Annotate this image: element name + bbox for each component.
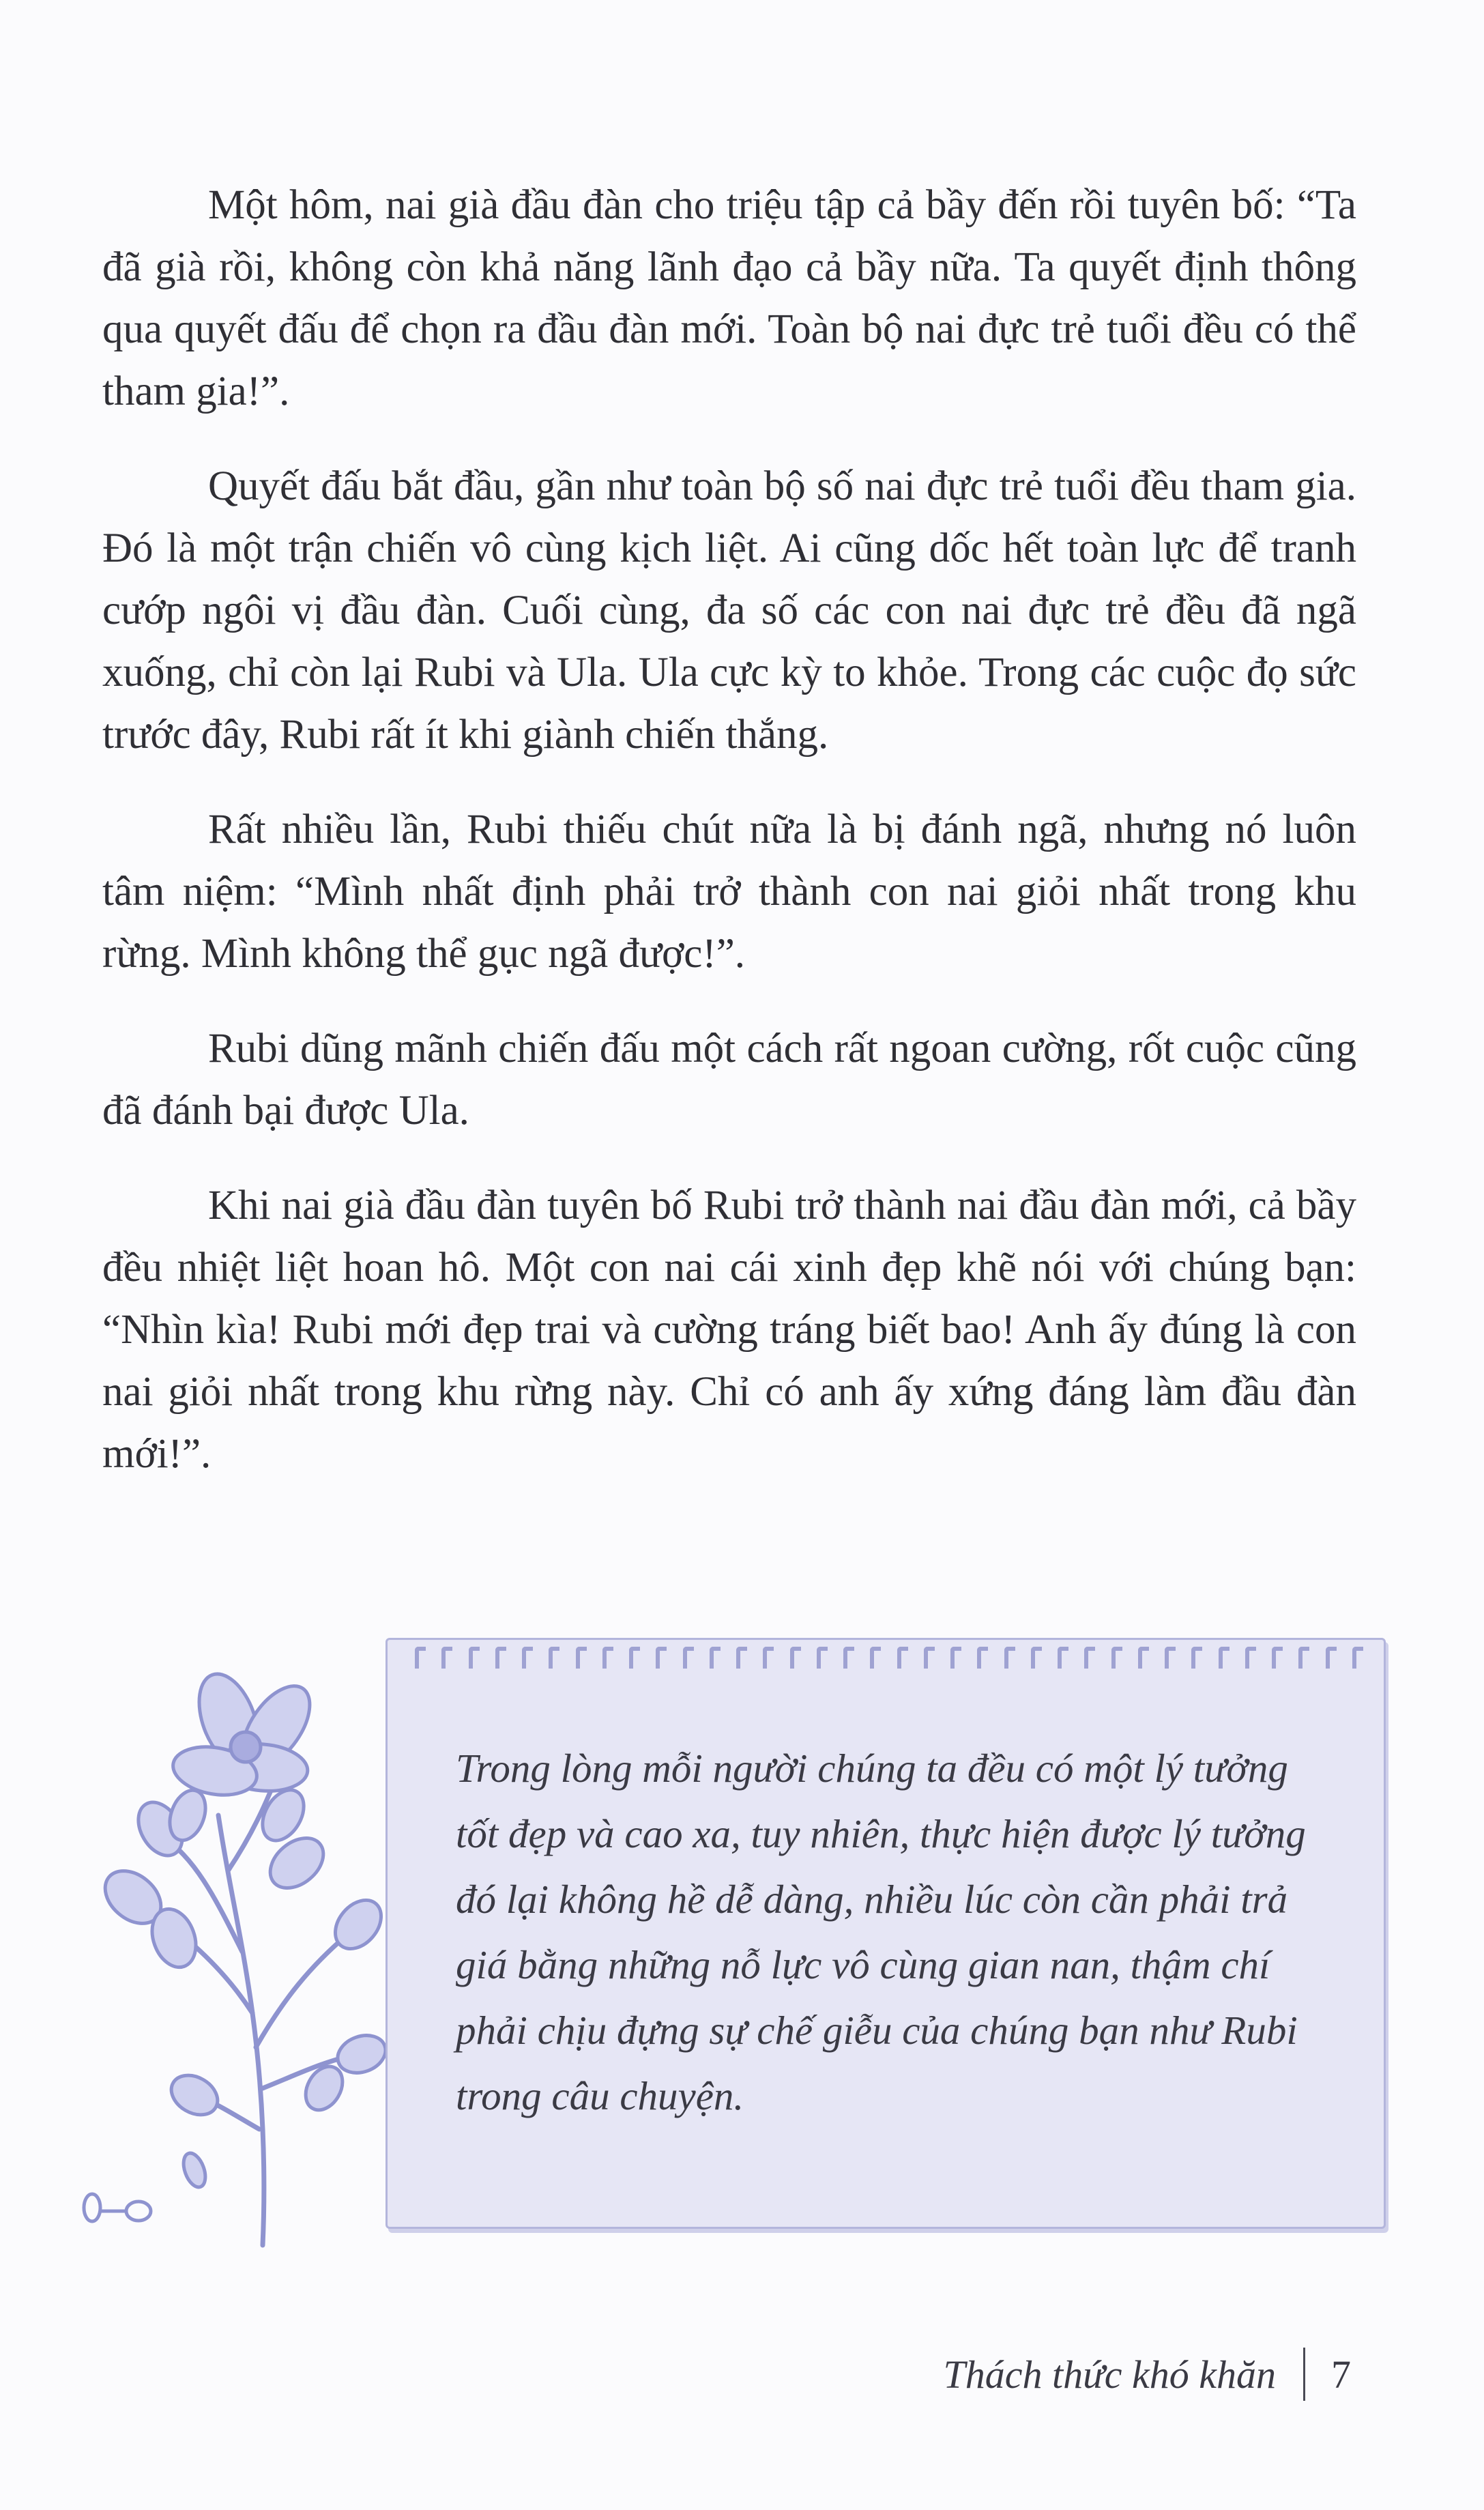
notepad-spiral-tear-icon	[415, 1647, 1363, 1674]
story-text	[102, 174, 1356, 1518]
flower-illustration-icon	[58, 1611, 399, 2252]
moral-note-text: Trong lòng mỗi người chúng ta đều có một lý tưởng tốt đẹp và cao xa, tuy nhiên, thực hiện được lý tưởng đó lại không hề dễ dàng, nhiều lúc còn cần phải trả giá bằng những nỗ lực vô cùng gian nan, thậm chí phải chịu đựng sự chế giễu của chúng bạn như Rubi trong câu chuyện.	[456, 1746, 1306, 2118]
paragraph-5: Khi nai già đầu đàn tuyên bố Rubi trở thành nai đầu đàn mới, cả bầy đều nhiệt liệt hoan hô. Một con nai cái xinh đẹp khẽ nói với chúng bạn: “Nhìn kìa! Rubi mới đẹp trai và cường tráng biết bao! Anh ấy đúng là con nai giỏi nhất trong khu rừng này. Chỉ có anh ấy xứng đáng làm đầu đàn mới!”.	[102, 1183, 1356, 1477]
page-footer	[944, 2348, 1351, 2401]
paragraph-4: Rubi dũng mãnh chiến đấu một cách rất ngoan cường, rốt cuộc cũng đã đánh bại được Ula.	[102, 1026, 1356, 1134]
paragraph-2: Quyết đấu bắt đầu, gần như toàn bộ số nai đực trẻ tuổi đều tham gia. Đó là một trận chiến vô cùng kịch liệt. Ai cũng dốc hết toàn lực để tranh cướp ngôi vị đầu đàn. Cuối cùng, đa số các con nai đực trẻ đều đã ngã xuống, chỉ còn lại Rubi và Ula. Ula cực kỳ to khỏe. Trong các cuộc đọ sức trước đây, Rubi rất ít khi giành chiến thắng.	[102, 463, 1356, 758]
paragraph-3: Rất nhiều lần, Rubi thiếu chút nữa là bị đánh ngã, nhưng nó luôn tâm niệm: “Mình nhất định phải trở thành con nai giỏi nhất trong khu rừng. Mình không thể gục ngã được!”.	[102, 807, 1356, 977]
page-number: 7	[1331, 2352, 1351, 2397]
paragraph-1: Một hôm, nai già đầu đàn cho triệu tập cả bầy đến rồi tuyên bố: “Ta đã già rồi, không còn khả năng lãnh đạo cả bầy nữa. Ta quyết định thông qua quyết đấu để chọn ra đầu đàn mới. Toàn bộ nai đực trẻ tuổi đều có thể tham gia!”.	[102, 182, 1356, 414]
chapter-title: Thách thức khó khăn	[943, 2352, 1276, 2397]
moral-note-card	[385, 1638, 1386, 2229]
moral-note-section	[0, 1611, 1484, 2259]
footer-divider	[1303, 2348, 1305, 2401]
